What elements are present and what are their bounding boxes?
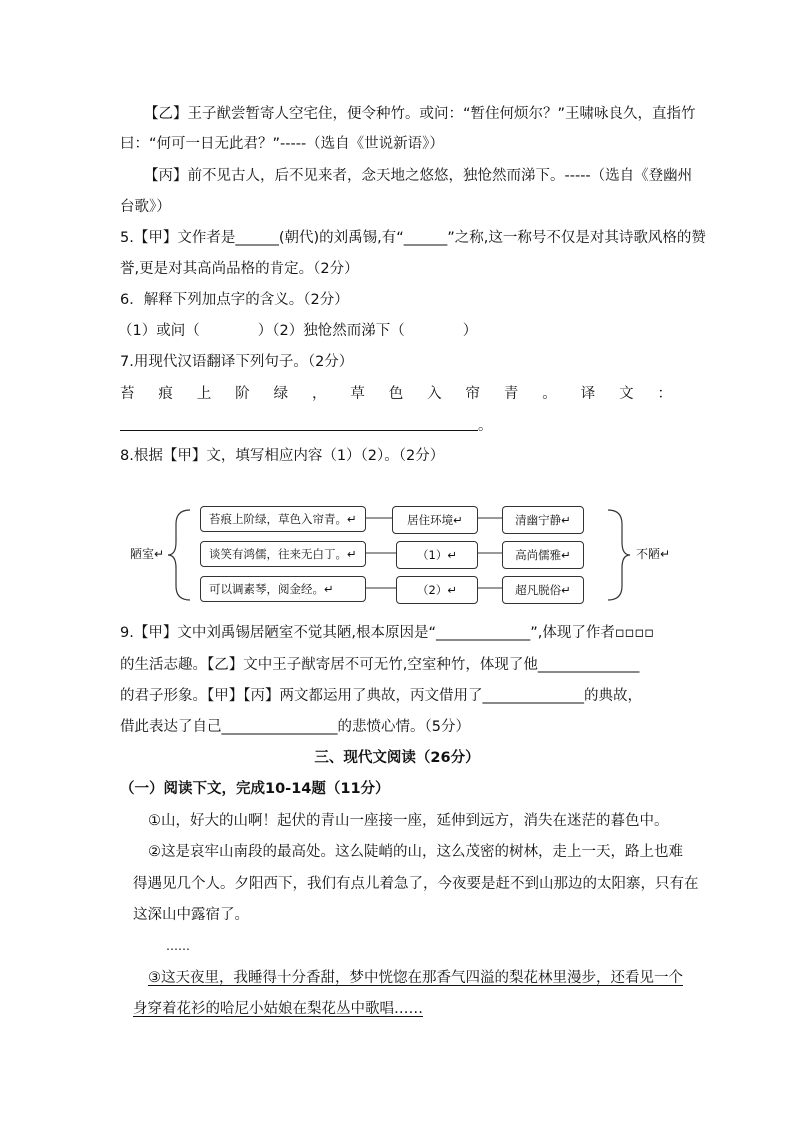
q7-char: 痕 bbox=[158, 386, 173, 402]
q5-text-3: ”之称,这一称号不仅是对其诗歌风格的赞 bbox=[447, 230, 706, 246]
q9-line1: 9.【甲】文中刘禹锡居陋室不觉其陋,根本原因是“_____________”,体现了作者▫▫▫▫ bbox=[120, 625, 655, 641]
q7-line1: 7.用现代汉语翻译下列句子。（2分） bbox=[120, 354, 354, 370]
diagram-right-box bbox=[502, 576, 584, 604]
quote-text: 谈笑有鸿儒，往来无白丁。↵ bbox=[209, 547, 357, 561]
q7-char: 译 bbox=[580, 386, 596, 402]
q7-char: 阶 bbox=[235, 386, 250, 402]
passage-yi-line1: 【乙】王子猷尝暂寄人空宅住，便令种竹。或问：“暂住何烦尔？”王啸咏良久，直指竹 bbox=[144, 106, 696, 122]
para-3-line2: 身穿着花衫的哈尼小姑娘在梨花丛中歌唱…… bbox=[133, 1001, 423, 1017]
q9-line3: 的君子形象。【甲】【丙】两文都运用了典故，丙文借用了______________的典故， bbox=[120, 688, 642, 704]
right-text: 高尚儒雅↵ bbox=[515, 548, 571, 562]
q9-line4: 借此表达了自己________________的悲愤心情。（5分） bbox=[120, 719, 470, 735]
diagram-right-label: 不陋↵ bbox=[636, 547, 671, 561]
q5-line1 bbox=[120, 228, 706, 248]
passage-bing-line2: 台歌》） bbox=[120, 199, 171, 215]
passage-bing-line1: 【丙】前不见古人，后不见来者，念天地之悠悠，独怆然而涕下。-----（选自《登幽州 bbox=[144, 168, 693, 184]
q8-line1: 8.根据【甲】文，填写相应内容（1）（2）。（2分） bbox=[120, 448, 445, 464]
q5-text-2: (朝代)的刘禹锡,有“ bbox=[278, 230, 404, 246]
left-brace bbox=[168, 510, 190, 600]
para-2-line2: 得遇见几个人。夕阳西下，我们有点儿着急了，今夜要是赶不到山那边的太阳寨，只有在 bbox=[133, 876, 699, 892]
diagram-quote-box bbox=[200, 576, 366, 602]
q7-char: 色 bbox=[388, 386, 404, 402]
right-brace bbox=[608, 510, 630, 600]
para-3-line1: ③这天夜里，我睡得十分香甜，梦中恍惚在那香气四溢的梨花林里漫步，还看见一个 bbox=[148, 970, 683, 986]
middle-text: （1）↵ bbox=[417, 548, 457, 562]
q7-char: ： bbox=[657, 386, 672, 402]
quote-text: 苔痕上阶绿，草色入帘青。↵ bbox=[209, 512, 357, 526]
q7-char: 文 bbox=[619, 386, 634, 402]
diagram-middle-box bbox=[392, 506, 478, 534]
ellipsis: …… bbox=[166, 939, 190, 953]
q9-line2: 的生活志趣。【乙】文中王子猷寄居不可无竹,空室种竹，体现了他______________ bbox=[120, 657, 640, 673]
section-subtitle: （一）阅读下文，完成10-14题（11分） bbox=[120, 781, 390, 797]
diagram-right-box bbox=[502, 541, 584, 569]
q7-char: ， bbox=[311, 386, 327, 402]
q5-blank-title[interactable]: ______ bbox=[403, 230, 448, 246]
q6-line1: 6．解释下列加点字的含义。（2分） bbox=[120, 292, 349, 308]
right-text: 清幽宁静↵ bbox=[515, 513, 571, 527]
q7-char: 草 bbox=[350, 386, 365, 402]
q7-answer-line[interactable] bbox=[120, 430, 478, 431]
q7-char: 绿 bbox=[273, 386, 289, 402]
q5-line2: 誉,更是对其高尚品格的肯定。（2分） bbox=[120, 261, 359, 277]
q7-sentence bbox=[120, 384, 672, 404]
diagram-answer-box-1[interactable] bbox=[396, 541, 478, 569]
diagram-answer-box-2[interactable] bbox=[396, 576, 478, 604]
right-text: 超凡脱俗↵ bbox=[515, 583, 571, 597]
passage-yi-line2: 曰：“何可一日无此君？”-----（选自《世说新语》） bbox=[120, 136, 444, 152]
section-title: 三、现代文阅读（26分） bbox=[314, 750, 480, 766]
q5-text-1: 5.【甲】文作者是 bbox=[120, 230, 236, 246]
middle-text: （2）↵ bbox=[417, 583, 457, 597]
q7-char: 苔 bbox=[120, 386, 135, 402]
para-2-line3: 这深山中露宿了。 bbox=[133, 907, 249, 923]
q7-char: 帘 bbox=[465, 386, 481, 402]
diagram-quote-box bbox=[200, 541, 366, 567]
diagram-left-label: 陋室↵ bbox=[130, 547, 165, 561]
q7-char: 青 bbox=[503, 386, 519, 402]
q7-end-mark: 。 bbox=[478, 418, 493, 434]
para-2-line1: ②这是哀牢山南段的最高处。这么陡峭的山，这么茂密的树林，走上一天，路上也难 bbox=[148, 844, 683, 860]
q5-blank-dynasty[interactable]: ______ bbox=[235, 230, 279, 246]
q7-char: 上 bbox=[196, 386, 212, 402]
q6-line2: （1）或问（ ）（2）独怆然而涕下（ ） bbox=[118, 323, 478, 339]
q7-char: 。 bbox=[542, 386, 557, 402]
q7-char: 入 bbox=[427, 386, 442, 402]
quote-text: 可以调素琴，阅金经。↵ bbox=[209, 582, 334, 596]
diagram-right-box bbox=[502, 506, 584, 534]
para-1: ①山，好大的山啊！起伏的青山一座接一座，延伸到远方，消失在迷茫的暮色中。 bbox=[148, 813, 669, 829]
diagram-quote-box bbox=[200, 506, 366, 532]
middle-text: 居住环境↵ bbox=[407, 513, 463, 527]
